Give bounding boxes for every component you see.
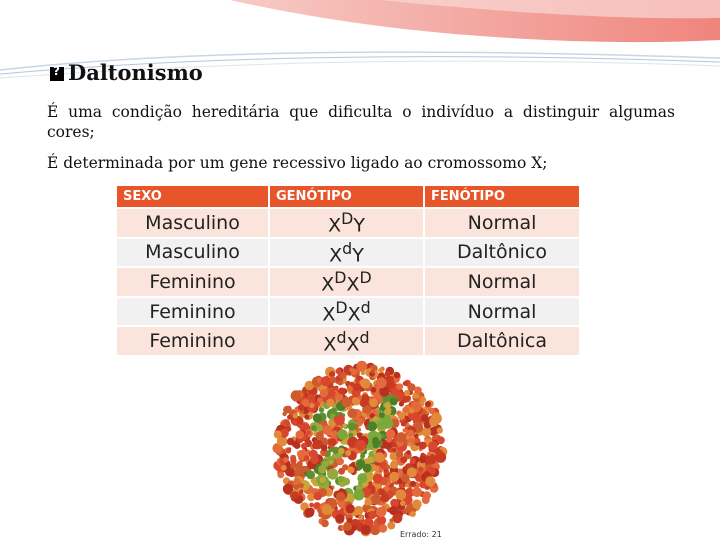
plate-dot-figure — [311, 479, 315, 483]
table-row — [117, 297, 580, 327]
genotype-table — [117, 186, 581, 355]
plate-dot-background — [357, 418, 364, 425]
plate-dot-background — [309, 403, 314, 408]
plate-dot-background — [437, 436, 445, 444]
paragraph-genetics: É determinada por um gene recessivo ligado ao cromossomo X; — [47, 154, 548, 172]
header-sexo: SEXO — [117, 186, 269, 208]
plate-dot-background — [414, 387, 422, 395]
plate-dot-figure — [357, 473, 367, 483]
plate-dot-background — [295, 430, 304, 439]
plate-dot-figure — [318, 465, 326, 473]
plate-dot-background — [357, 428, 361, 432]
plate-dot-background — [415, 476, 421, 482]
cell-sexo: Masculino — [117, 238, 269, 268]
plate-dot-background — [389, 518, 393, 522]
plate-dot-background — [291, 491, 299, 499]
plate-dot-figure — [337, 476, 344, 483]
plate-dot-background — [371, 387, 377, 393]
table-row — [117, 267, 580, 297]
plate-dot-background — [409, 408, 414, 413]
plate-dot-background — [332, 430, 338, 436]
plate-dot-background — [386, 429, 396, 439]
plate-dot-background — [390, 461, 398, 469]
plate-dot-background — [341, 397, 351, 407]
plate-dot-background — [405, 497, 410, 502]
plate-dot-background — [410, 481, 416, 487]
plate-dot-background — [407, 430, 414, 437]
plate-dot-background — [358, 515, 363, 520]
plate-dot-figure — [329, 460, 333, 464]
plate-dot-background — [406, 450, 411, 455]
plate-dot-background — [356, 375, 361, 380]
plate-dot-figure — [320, 477, 326, 483]
table-row — [117, 326, 580, 355]
missing-glyph-bullet-icon — [50, 67, 64, 81]
plate-dot-background — [403, 421, 407, 425]
plate-dot-background — [297, 465, 305, 473]
plate-dot-background — [307, 493, 315, 501]
plate-dot-background — [316, 432, 324, 440]
paragraph-definition: É uma condição hereditária que dificulta o indivíduo a distinguir algumas cores; — [47, 103, 675, 141]
cell-fenotipo: Daltônico — [424, 238, 580, 268]
plate-dot-background — [421, 414, 429, 422]
plate-dot-figure — [372, 437, 378, 443]
plate-dot-figure — [337, 429, 348, 440]
plate-dot-background — [396, 432, 406, 442]
plate-dot-background — [353, 383, 361, 391]
plate-dot-background — [345, 450, 351, 456]
plate-dot-background — [360, 378, 370, 388]
plate-dot-background — [337, 458, 344, 465]
plate-dot-background — [395, 489, 406, 500]
plate-dot-background — [404, 390, 410, 396]
plate-dot-background — [396, 383, 403, 390]
plate-dot-background — [388, 382, 395, 389]
plate-dot-background — [389, 506, 398, 515]
plate-dot-background — [369, 398, 378, 407]
plate-dot-background — [401, 474, 410, 483]
plate-dot-background — [320, 389, 328, 397]
plate-dot-background — [284, 419, 290, 425]
cell-fenotipo: Normal — [424, 297, 580, 327]
plate-dot-background — [274, 430, 282, 438]
plate-dot-background — [354, 506, 363, 515]
plate-dot-background — [392, 448, 397, 453]
plate-dot-background — [283, 457, 288, 462]
plate-dot-background — [376, 377, 387, 388]
header-fenotipo: FENÓTIPO — [424, 186, 580, 208]
plate-dot-background — [307, 431, 311, 435]
plate-dot-background — [298, 424, 302, 428]
cell-genotipo: $X^DY$ — [269, 208, 424, 238]
cell-sexo: Feminino — [117, 267, 269, 297]
cell-genotipo: $X^dY$ — [269, 238, 424, 268]
plate-dot-background — [356, 361, 367, 372]
plate-dot-background — [334, 414, 345, 425]
plate-dot-background — [368, 511, 376, 519]
plate-dot-figure — [360, 454, 365, 459]
plate-dot-background — [317, 397, 323, 403]
plate-dot-background — [292, 420, 297, 425]
plate-dot-background — [371, 369, 375, 373]
plate-dot-background — [310, 455, 319, 464]
plate-dot-background — [410, 511, 416, 517]
plate-dot-figure — [319, 407, 324, 412]
plate-dot-figure — [367, 456, 374, 463]
plate-dot-background — [299, 490, 303, 494]
plate-dot-background — [389, 472, 399, 482]
plate-dot-background — [329, 438, 337, 446]
plate-dot-background — [428, 441, 437, 450]
cell-fenotipo: Normal — [424, 267, 580, 297]
plate-dot-background — [385, 464, 390, 469]
plate-dot-background — [389, 492, 394, 497]
plate-dot-background — [427, 452, 431, 456]
plate-dot-background — [321, 520, 329, 528]
plate-dot-background — [321, 504, 332, 515]
plate-dot-background — [314, 492, 322, 500]
plate-dot-background — [414, 434, 419, 439]
plate-dot-background — [405, 483, 409, 487]
plate-caption: Errado: 21 — [400, 530, 442, 539]
plate-dot-background — [378, 368, 383, 373]
plate-dot-background — [403, 381, 408, 386]
plate-dot-background — [346, 504, 355, 513]
plate-dot-background — [425, 401, 431, 407]
plate-dot-background — [348, 466, 353, 471]
plate-dot-background — [364, 405, 370, 411]
plate-dot-background — [403, 428, 408, 433]
plate-dot-background — [321, 376, 331, 386]
plate-dot-background — [355, 440, 366, 451]
plate-dot-figure — [338, 448, 345, 455]
plate-dot-background — [298, 483, 304, 489]
plate-dot-figure — [348, 423, 356, 431]
plate-dot-background — [293, 413, 298, 418]
plate-dot-background — [345, 524, 351, 530]
plate-dot-background — [364, 498, 371, 505]
plate-dot-background — [410, 458, 416, 464]
plate-dot-background — [281, 465, 287, 471]
plate-dot-background — [361, 525, 371, 535]
plate-dot-background — [420, 397, 426, 403]
slide-title-text: Daltonismo — [68, 60, 203, 85]
plate-dot-background — [374, 452, 385, 463]
plate-dot-background — [321, 445, 328, 452]
plate-dot-background — [294, 442, 301, 449]
plate-dot-background — [283, 406, 291, 414]
plate-dot-figure — [306, 471, 315, 480]
plate-dot-figure — [313, 413, 322, 422]
plate-dot-background — [394, 372, 400, 378]
header-genotipo: GENÓTIPO — [269, 186, 424, 208]
plate-dot-figure — [311, 425, 317, 431]
cell-fenotipo: Normal — [424, 208, 580, 238]
cell-sexo: Feminino — [117, 326, 269, 355]
plate-dot-background — [407, 442, 411, 446]
plate-dot-background — [419, 456, 426, 463]
plate-dot-background — [407, 506, 412, 511]
plate-dot-figure — [384, 402, 391, 409]
plate-dot-background — [277, 472, 284, 479]
plate-dot-background — [341, 372, 347, 378]
plate-dot-background — [400, 501, 406, 507]
plate-dot-background — [287, 438, 294, 445]
plate-dot-background — [309, 503, 314, 508]
plate-dot-background — [304, 415, 309, 420]
plate-dot-background — [338, 380, 343, 385]
plate-dot-background — [298, 404, 305, 411]
plate-dot-figure — [390, 398, 398, 406]
table-header-row — [117, 186, 580, 208]
plate-dot-background — [373, 474, 383, 484]
plate-dot-background — [403, 407, 409, 413]
cell-genotipo: $X^DX^D$ — [269, 267, 424, 297]
plate-dot-background — [380, 493, 389, 502]
plate-dot-figure — [363, 464, 372, 473]
plate-dot-background — [437, 427, 443, 433]
plate-dot-background — [387, 522, 395, 530]
cell-genotipo: $X^dX^d$ — [269, 326, 424, 355]
table-row — [117, 238, 580, 268]
plate-dot-background — [338, 388, 345, 395]
cell-fenotipo: Daltônica — [424, 326, 580, 355]
plate-dot-background — [418, 467, 424, 473]
plate-dot-background — [379, 524, 388, 533]
cell-sexo: Feminino — [117, 297, 269, 327]
slide-title — [50, 60, 203, 85]
plate-dot-figure — [342, 423, 347, 428]
plate-dot-background — [422, 496, 430, 504]
ishihara-plate-image — [270, 357, 450, 540]
plate-dot-background — [429, 417, 438, 426]
plate-dot-figure — [367, 422, 377, 432]
plate-dot-figure — [331, 408, 337, 414]
plate-dot-background — [412, 487, 422, 497]
plate-dot-figure — [327, 468, 338, 479]
plate-dot-background — [399, 401, 404, 406]
plate-dot-background — [340, 469, 344, 473]
plate-dot-background — [400, 456, 407, 463]
plate-dot-background — [406, 491, 411, 496]
plate-dot-background — [426, 454, 437, 465]
plate-dot-figure — [353, 489, 364, 500]
plate-dot-background — [304, 455, 310, 461]
plate-dot-background — [371, 494, 381, 504]
plate-dot-background — [412, 499, 422, 509]
plate-dot-background — [335, 514, 344, 523]
plate-dot-background — [419, 442, 427, 450]
cell-genotipo: $X^DX^d$ — [269, 297, 424, 327]
plate-dot-background — [286, 448, 292, 454]
plate-dot-background — [287, 415, 292, 420]
plate-dot-background — [322, 425, 332, 435]
cell-sexo: Masculino — [117, 208, 269, 238]
plate-dot-figure — [384, 408, 391, 415]
plate-dot-background — [290, 457, 296, 463]
plate-dot-figure — [382, 418, 393, 429]
plate-dot-background — [305, 508, 315, 518]
plate-dot-background — [336, 492, 345, 501]
plate-dot-figure — [349, 433, 354, 438]
plate-dot-background — [382, 506, 386, 510]
plate-dot-figure — [373, 416, 378, 421]
table-row — [117, 208, 580, 238]
plate-dot-background — [326, 399, 334, 407]
plate-dot-background — [283, 484, 293, 494]
plate-dot-background — [347, 408, 357, 418]
plate-dot-background — [336, 368, 342, 374]
plate-dot-background — [349, 368, 354, 373]
plate-dot-background — [425, 476, 435, 486]
plate-dot-figure — [379, 412, 385, 418]
